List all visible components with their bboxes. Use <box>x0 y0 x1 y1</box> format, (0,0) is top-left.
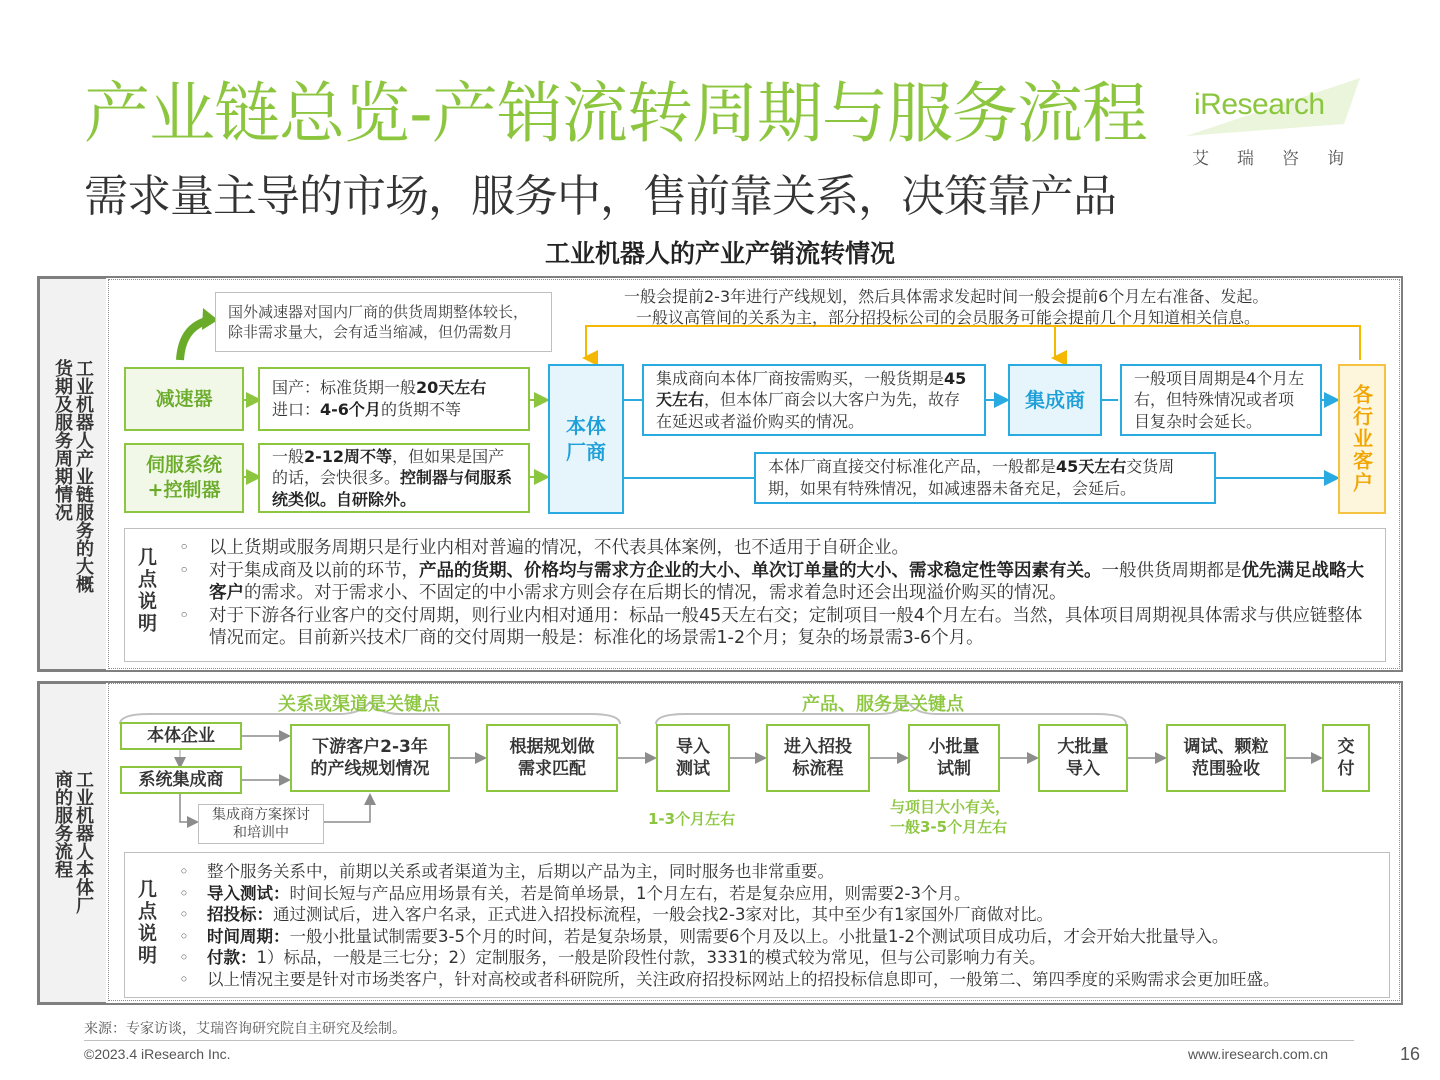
servo-controller-box <box>124 443 244 513</box>
step-import-test: 导入测试 <box>656 724 730 792</box>
panel2-notes-list <box>179 861 1385 990</box>
key-product-label: 产品、服务是关键点 <box>802 694 964 715</box>
servo-lead-time-note: 一般2-12周不等，但如果是国产的话，会快很多。控制器与伺服系统类似。自研除外。 <box>258 443 530 513</box>
direct-delivery-note: 本体厂商直接交付标准化产品，一般都是45天左右交货周期，如果有特殊情况，如减速器未备充足，会延后。 <box>754 452 1216 504</box>
panel1-note-item: ◦ 对于下游各行业客户的交付周期，则行业内相对通用：标品一般45天左右交；定制项目一般4个月左右。当然，具体项目周期视具体需求与供应链整体情况而定。目前新兴技术厂商的交付周期一般是：标准化的场景需1-2个月；复杂的场景需3-6个月。 <box>179 605 1375 650</box>
top-plan-note-line2: 一般议高管间的关系为主，部分招投标公司的会员服务可能会提前几个月知道相关信息。 <box>636 308 1261 327</box>
footer-url[interactable]: www.iresearch.com.cn <box>1188 1046 1329 1062</box>
industry-customers-box: 各行业客户 <box>1338 364 1386 514</box>
panel1-notes-list <box>179 537 1375 650</box>
panel2-note-item: ◦ 付款：1）标品，一般是三七分；2）定制服务，一般是阶段性付款，3331的模式较为常见，但与公司影响力有关。 <box>179 947 1385 969</box>
project-cycle-note: 一般项目周期是4个月左右，但特殊情况或者项目复杂时会延长。 <box>1120 364 1322 436</box>
oem-enterprise-box: 本体企业 <box>120 722 242 750</box>
step-debug-acceptance: 调试、颗粒范围验收 <box>1166 724 1286 792</box>
panel1-note-item: ◦ 对于集成商及以前的环节，产品的货期、价格均与需求方企业的大小、单次订单量的大小、需求稳定性等因素有关。一般供货周期都是优先满足战略大客户的需求。对于需求小、不固定的中小需求方则会存在后期长的情况，需求着急时还会出现溢价购买的情况。 <box>179 560 1375 605</box>
panel2-note-item: ◦ 时间周期：一般小批量试制需要3-5个月的时间，若是复杂场景，则需要6个月及以上。小批量1-2个测试项目成功后，才会开始大批量导入。 <box>179 926 1385 948</box>
panel2-notes-box <box>124 852 1390 998</box>
trial-duration-label: 与项目大小有关， 一般3-5个月左右 <box>890 798 1011 836</box>
step-production-plan: 下游客户2-3年的产线规划情况 <box>290 724 450 792</box>
page-subtitle: 需求量主导的市场，服务中，售前靠关系，决策靠产品 <box>84 171 1116 222</box>
key-relation-label: 关系或渠道是关键点 <box>278 694 440 715</box>
top-plan-note-line1: 一般会提前2-3年进行产线规划，然后具体需求发起时间一般会提前6个月左右准备、发起。 <box>624 287 1269 306</box>
panel1-side-label: 工业机器人产业链服务的大概货期及服务周期情况 <box>52 359 94 593</box>
system-integrator-box: 系统集成商 <box>120 766 242 794</box>
step-bidding: 进入招投标流程 <box>766 724 870 792</box>
logo-wordmark: iResearch <box>1194 88 1325 121</box>
integrator-training-box: 集成商方案探讨和培训中 <box>198 804 324 844</box>
top-plan-note <box>624 286 1364 328</box>
panel2-note-item: ◦ 以上情况主要是针对市场类客户，针对高校或者科研院所，关注政府招投标网站上的招投标信息即可，一般第二、第四季度的采购需求会更加旺盛。 <box>179 969 1385 991</box>
integrator-box: 集成商 <box>1008 364 1102 436</box>
servo-label: 伺服系统 <box>145 454 222 477</box>
logo-chinese: 艾瑞咨询 <box>1192 149 1372 169</box>
panel2-side-label: 工业机器人本体厂商的服务流程 <box>52 770 94 914</box>
page-title: 产业链总览-产销流转周期与服务流程 <box>84 75 1147 152</box>
step-delivery: 交付 <box>1322 724 1370 792</box>
step-demand-match: 根据规划做需求匹配 <box>486 724 618 792</box>
panel2-notes-label: 几点说明 <box>135 879 157 967</box>
footer-divider <box>84 1040 1354 1041</box>
panel1-note-item: ◦ 以上货期或服务周期只是行业内相对普遍的情况，不代表具体案例，也不适用于自研企业。 <box>179 537 1375 560</box>
page-number: 16 <box>1400 1044 1421 1064</box>
footer-source: 来源：专家访谈，艾瑞咨询研究院自主研究及绘制。 <box>84 1021 406 1037</box>
reducer-lead-time-note: 国产：标准货期一般20天左右 进口：4-6个月的货期不等 <box>258 367 530 431</box>
panel2-note-item: ◦ 整个服务关系中，前期以关系或者渠道为主，后期以产品为主，同时服务也非常重要。 <box>179 861 1385 883</box>
panel1-notes-box <box>124 528 1386 662</box>
controller-label: +控制器 <box>147 479 221 501</box>
footer-copyright: ©2023.4 iResearch Inc. <box>84 1046 231 1062</box>
reducer-supply-note: 国外减速器对国内厂商的供货周期整体较长，除非需求量大，会有适当缩减，但仍需数月 <box>215 292 552 352</box>
section-heading: 工业机器人的产业产销流转情况 <box>544 239 895 268</box>
test-duration-label: 1-3个月左右 <box>648 810 736 828</box>
panel2-note-item: ◦ 导入测试：时间长短与产品应用场景有关，若是简单场景，1个月左右，若是复杂应用，则需要2-3个月。 <box>179 883 1385 905</box>
oem-manufacturer-box: 本体厂商 <box>548 364 624 514</box>
step-mass-import: 大批量导入 <box>1038 724 1128 792</box>
integrator-purchase-note: 集成商向本体厂商按需购买，一般货期是45天左右，但本体厂商会以大客户为先，故存在延迟或者溢价购买的情况。 <box>642 364 986 436</box>
panel1-notes-label: 几点说明 <box>135 547 157 635</box>
reducer-box: 减速器 <box>124 367 244 431</box>
step-small-batch: 小批量试制 <box>908 724 1000 792</box>
panel2-note-item: ◦ 招投标：通过测试后，进入客户名录，正式进入招投标流程，一般会找2-3家对比，其中至少有1家国外厂商做对比。 <box>179 904 1385 926</box>
